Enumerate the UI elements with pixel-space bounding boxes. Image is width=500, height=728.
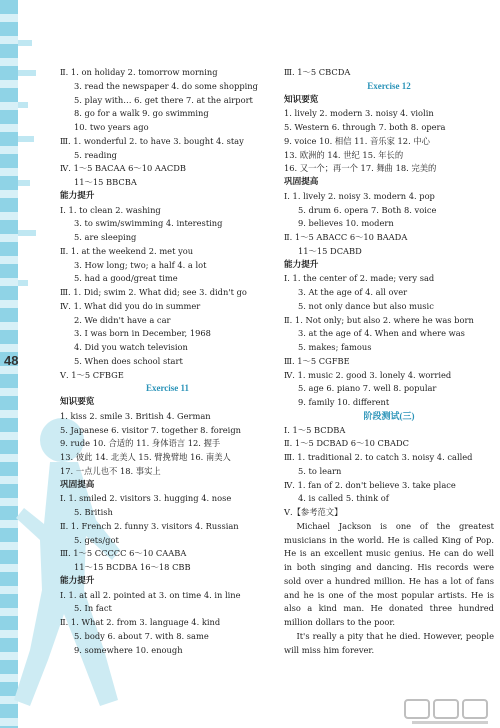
left-line: 5. British <box>74 507 113 517</box>
right-line: 13. 欧洲的 14. 世纪 15. 年长的 <box>284 149 404 160</box>
right-line: 阶段测试(三) <box>363 410 415 421</box>
right-line: 能力提升 <box>284 259 319 270</box>
right-line: 4. is called 5. think of <box>298 493 389 504</box>
right-line: 5. drum 6. opera 7. Both 8. voice <box>298 204 437 215</box>
right-line: Ⅰ. 1～5 BCDBA <box>284 424 346 435</box>
right-line: Ⅳ. 1. fan of 2. don't believe 3. take place <box>284 479 456 490</box>
left-line: Ⅱ. 1. What 2. from 3. language 4. kind <box>60 617 221 627</box>
left-line: Ⅱ. 1. at the weekend 2. met you <box>60 245 194 256</box>
left-line: Ⅰ. 1. at all 2. pointed at 3. on time 4. in line <box>60 589 241 600</box>
right-line: 知识要览 <box>284 94 319 105</box>
left-line: 5. In fact <box>74 603 112 614</box>
right-line: 5. not only dance but also music <box>298 300 434 311</box>
right-line: 9. voice 10. 相信 11. 音乐家 12. 中心 <box>284 135 430 146</box>
right-line: 3. at the age of 4. When and where was <box>298 328 465 339</box>
right-line: Ⅲ. 1～5 CBCDA <box>284 67 351 77</box>
left-line: Ⅲ. 1～5 CCCCC 6～10 CAABA <box>60 548 187 559</box>
right-line: Ⅰ. 1. lively 2. noisy 3. modern 4. pop <box>284 190 435 201</box>
left-line: 5. body 6. about 7. with 8. same <box>74 630 209 641</box>
right-line: 5. Western 6. through 7. both 8. opera <box>284 122 446 132</box>
right-line: 11～15 DCABD <box>298 245 362 256</box>
right-line: Ⅳ. 1. music 2. good 3. lonely 4. worried <box>284 369 452 380</box>
left-line: Ⅱ. 1. French 2. funny 3. visitors 4. Russian <box>60 520 239 531</box>
left-line: Ⅱ. 1. on holiday 2. tomorrow morning <box>60 67 218 77</box>
left-line: Ⅲ. 1. wonderful 2. to have 3. bought 4. stay <box>60 135 244 146</box>
left-line: 4. Did you watch television <box>74 342 188 352</box>
left-line: 13. 彼此 14. 北美人 15. 臂挽臂地 16. 南美人 <box>60 452 231 462</box>
left-line: 5. are sleeping <box>74 232 137 242</box>
left-line: 11～15 BCDBA 16～18 CBB <box>74 562 191 572</box>
left-line: Ⅰ. 1. smiled 2. visitors 3. hugging 4. nose <box>60 493 232 504</box>
left-line: 5. play with… 6. get there 7. at the airport <box>74 94 253 105</box>
left-line: 10. two years ago <box>74 122 149 132</box>
left-line: 9. rude 10. 合适的 11. 身体语言 12. 握手 <box>60 438 221 449</box>
right-line: 1. lively 2. modern 3. noisy 4. violin <box>284 108 434 119</box>
left-line: 知识要览 <box>60 397 95 407</box>
right-answer-column <box>284 66 494 657</box>
left-line: Ⅳ. 1～5 BACAA 6～10 AACDB <box>60 163 186 174</box>
left-line: Ⅴ. 1～5 CFBGE <box>60 369 124 380</box>
left-line: 17. 一点儿也不 18. 事实上 <box>60 465 161 476</box>
left-line: 5. Japanese 6. visitor 7. together 8. foreign <box>60 424 241 435</box>
right-line: Ⅰ. 1. the center of 2. made; very sad <box>284 273 435 284</box>
left-line: 5. gets/got <box>74 534 119 545</box>
left-line: 5. reading <box>74 149 117 160</box>
right-line: 9. believes 10. modern <box>298 218 394 229</box>
right-line: 9. family 10. different <box>298 397 390 407</box>
left-line: 8. go for a walk 9. go swimming <box>74 108 209 119</box>
right-line: 巩固提高 <box>284 177 319 187</box>
right-line: Ⅴ.【参考范文】 <box>284 507 343 517</box>
left-line: 3. I was born in December, 1968 <box>74 328 211 339</box>
left-line: 3. How long; two; a half 4. a lot <box>74 259 207 270</box>
watermark-logo-icon <box>404 698 496 726</box>
left-line: 11～15 BBCBA <box>74 177 137 187</box>
right-line: Ⅱ. 1～5 DCBAD 6～10 CBADC <box>284 438 409 449</box>
right-line: 3. At the age of 4. all over <box>298 287 408 297</box>
decorative-bars <box>18 40 38 340</box>
left-line: Ⅰ. 1. to clean 2. washing <box>60 204 161 215</box>
left-line: 9. somewhere 10. enough <box>74 644 183 655</box>
left-line: 5. had a good/great time <box>74 273 178 284</box>
left-line: Exercise 11 <box>145 383 190 394</box>
left-line: Ⅳ. 1. What did you do in summer <box>60 300 201 311</box>
right-line: Exercise 12 <box>367 80 411 91</box>
right-line: Ⅱ. 1～5 ABACC 6～10 BAADA <box>284 232 408 242</box>
essay-paragraph: It's really a pity that he died. However, people will miss him forever. <box>284 630 494 655</box>
right-line: 16. 又一个；再一个 17. 舞曲 18. 完美的 <box>284 163 437 174</box>
left-line: 能力提升 <box>60 190 95 201</box>
left-line: 能力提升 <box>60 575 95 586</box>
left-line: 5. When does school start <box>74 355 183 366</box>
left-line: 2. We didn't have a car <box>74 314 171 325</box>
right-line: 5. age 6. piano 7. well 8. popular <box>298 383 437 394</box>
left-line: 3. to swim/swimming 4. interesting <box>74 218 223 229</box>
page-number: 48 <box>4 353 19 368</box>
left-line: 3. read the newspaper 4. do some shopping <box>74 80 258 91</box>
left-line: 1. kiss 2. smile 3. British 4. German <box>60 410 211 421</box>
right-line: 5. to learn <box>298 465 342 476</box>
essay-paragraph: Michael Jackson is one of the greatest musicians in the world. He is called King of Pop. He is an excellent music genius. He can do well in both singing and dancing. His records were sold over a hundred million. He has a lot of fans and he is one of the most popular artists. He is also a kind man. He donated three hundred million dollars to the poor. <box>284 520 494 627</box>
right-line: Ⅲ. 1～5 CGFBE <box>284 355 350 366</box>
left-line: 巩固提高 <box>60 479 95 490</box>
right-line: Ⅱ. 1. Not only; but also 2. where he was born <box>284 314 474 325</box>
left-line: Ⅲ. 1. Did; swim 2. What did; see 3. didn't go <box>60 287 247 297</box>
left-answer-column <box>60 66 275 657</box>
right-line: 5. makes; famous <box>298 342 372 352</box>
right-line: Ⅲ. 1. traditional 2. to catch 3. noisy 4. called <box>284 452 473 462</box>
